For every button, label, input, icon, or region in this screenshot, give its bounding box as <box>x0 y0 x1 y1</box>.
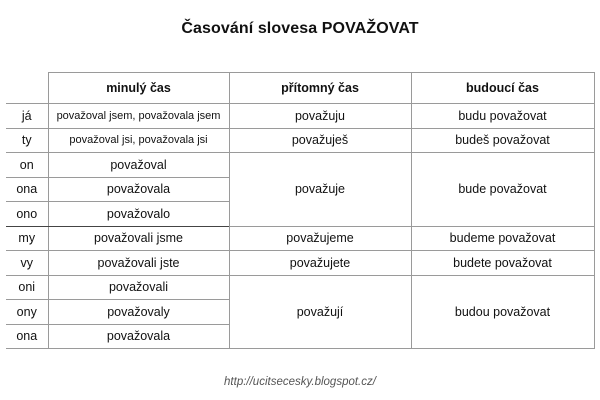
future-cell: bude považovat <box>411 153 594 227</box>
pronoun-cell: ty <box>6 128 48 153</box>
past-cell: považovali jste <box>48 251 229 276</box>
future-cell: budu považovat <box>411 104 594 129</box>
future-cell: budou považovat <box>411 275 594 349</box>
header-future: budoucí čas <box>411 73 594 104</box>
table-row <box>6 104 594 129</box>
pronoun-cell: on <box>6 153 48 178</box>
present-cell: považují <box>229 275 411 349</box>
source-url: http://ucitsecesky.blogspot.cz/ <box>224 376 376 388</box>
table-row <box>6 275 594 300</box>
past-cell: považovali jsme <box>48 226 229 251</box>
past-cell: považovala <box>48 324 229 349</box>
corner-cell <box>6 73 48 104</box>
future-cell: budeš považovat <box>411 128 594 153</box>
present-cell: považuju <box>229 104 411 129</box>
past-cell: považovali <box>48 275 229 300</box>
past-cell: považoval jsi, považovala jsi <box>48 128 229 153</box>
past-cell: považovalo <box>48 202 229 227</box>
present-cell: považujeme <box>229 226 411 251</box>
past-cell: považovaly <box>48 300 229 325</box>
header-past: minulý čas <box>48 73 229 104</box>
pronoun-cell: vy <box>6 251 48 276</box>
header-present: přítomný čas <box>229 73 411 104</box>
page-title: Časování slovesa POVAŽOVAT <box>181 20 419 37</box>
pronoun-cell: ony <box>6 300 48 325</box>
header-row <box>6 73 594 104</box>
table-row <box>6 128 594 153</box>
past-cell: považoval <box>48 153 229 178</box>
present-cell: považujete <box>229 251 411 276</box>
pronoun-cell: my <box>6 226 48 251</box>
table-row <box>6 226 594 251</box>
future-cell: budeme považovat <box>411 226 594 251</box>
pronoun-cell: já <box>6 104 48 129</box>
future-cell: budete považovat <box>411 251 594 276</box>
present-cell: považuje <box>229 153 411 227</box>
conjugation-table <box>6 72 595 349</box>
table-row <box>6 251 594 276</box>
present-cell: považuješ <box>229 128 411 153</box>
table-row <box>6 153 594 178</box>
pronoun-cell: ono <box>6 202 48 227</box>
past-cell: považoval jsem, považovala jsem <box>48 104 229 129</box>
pronoun-cell: ona <box>6 324 48 349</box>
pronoun-cell: oni <box>6 275 48 300</box>
past-cell: považovala <box>48 177 229 202</box>
pronoun-cell: ona <box>6 177 48 202</box>
